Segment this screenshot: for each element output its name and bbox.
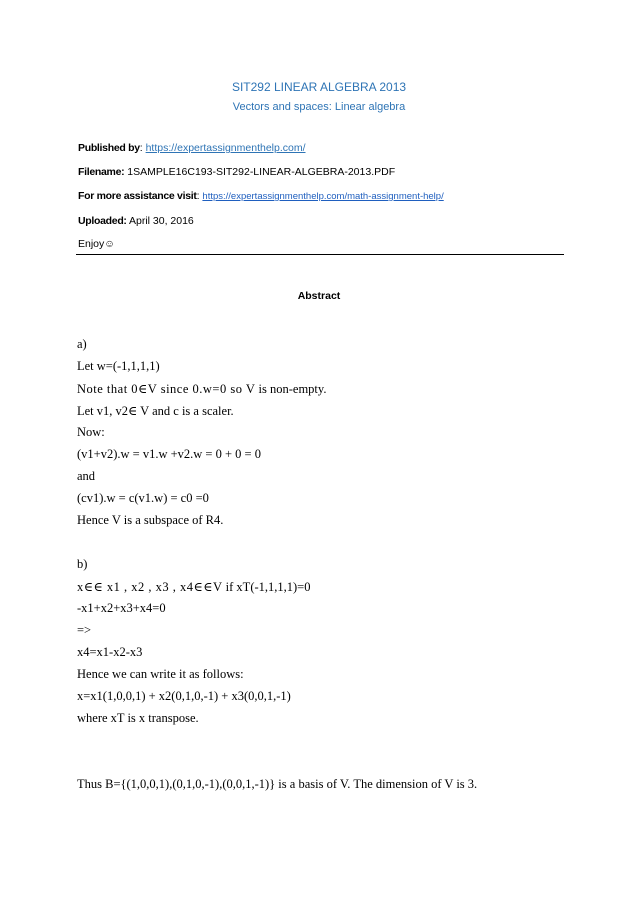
part-b-line-5: Hence we can write it as follows:	[77, 667, 244, 681]
uploaded-line	[78, 215, 194, 227]
uploaded-label: Uploaded:	[78, 215, 127, 227]
document-title: SIT292 LINEAR ALGEBRA 2013	[231, 80, 407, 94]
filename-line	[78, 166, 395, 178]
header-divider	[76, 254, 564, 255]
assistance-separator: :	[196, 190, 203, 202]
part-b-line-2: -x1+x2+x3+x4=0	[77, 601, 166, 615]
part-a-line-4: Now:	[77, 425, 105, 439]
uploaded-value: April 30, 2016	[126, 215, 194, 227]
filename-value: 1SAMPLE16C193-SIT292-LINEAR-ALGEBRA-2013.PDF	[124, 166, 396, 178]
enjoy-line	[78, 238, 115, 250]
part-a-line-2	[77, 381, 326, 397]
part-a-line-6: and	[77, 469, 96, 483]
part-b-line-7: where xT is x transpose.	[77, 711, 199, 725]
part-b-line-4: x4=x1-x2-x3	[77, 645, 143, 659]
enjoy-text: Enjoy	[78, 238, 105, 250]
part-a-line-5: (v1+v2).w = v1.w +v2.w = 0 + 0 = 0	[77, 447, 261, 461]
part-b-line-6: x=x1(1,0,0,1) + x2(0,1,0,-1) + x3(0,0,1,-1)	[77, 689, 291, 703]
part-a-line-7: (cv1).w = c(v1.w) = c0 =0	[77, 491, 209, 505]
part-a-line-8: Hence V is a subspace of R4.	[77, 513, 224, 527]
smiley-icon: ☺	[104, 238, 115, 250]
part-b-line-1-text: if xT(-1,1,1,1)=0	[222, 580, 311, 594]
part-b-line-1	[77, 579, 310, 595]
assistance-line	[78, 190, 444, 202]
part-b-line-1-math: x∈∈ x1 , x2 , x3 , x4∈∈V	[77, 580, 223, 594]
part-a-line-1: Let w=(-1,1,1,1)	[77, 359, 160, 373]
part-a-line-3: Let v1, v2∈ V and c is a scaler.	[77, 404, 234, 418]
part-b-label: b)	[77, 557, 88, 571]
published-by-separator: :	[139, 142, 146, 154]
published-by-label: Published by	[78, 142, 140, 154]
part-a-label: a)	[77, 337, 87, 351]
document-subtitle: Vectors and spaces: Linear algebra	[232, 101, 406, 113]
conclusion-line: Thus B={(1,0,0,1),(0,1,0,-1),(0,0,1,-1)} is a basis of V. The dimension of V is 3.	[77, 777, 478, 791]
published-by-line	[78, 142, 306, 154]
assistance-link[interactable]: https://expertassignmenthelp.com/math-assignment-help/	[202, 191, 444, 202]
assistance-label: For more assistance visit	[78, 190, 197, 202]
abstract-heading: Abstract	[297, 290, 341, 302]
part-a-line-2-text: is non-empty.	[255, 382, 327, 396]
published-by-link[interactable]: https://expertassignmenthelp.com/	[145, 142, 306, 154]
part-b-line-3: =>	[77, 623, 92, 637]
part-a-line-2-math: Note that 0∈V since 0.w=0 so V	[77, 382, 256, 396]
filename-label: Filename:	[78, 166, 125, 178]
